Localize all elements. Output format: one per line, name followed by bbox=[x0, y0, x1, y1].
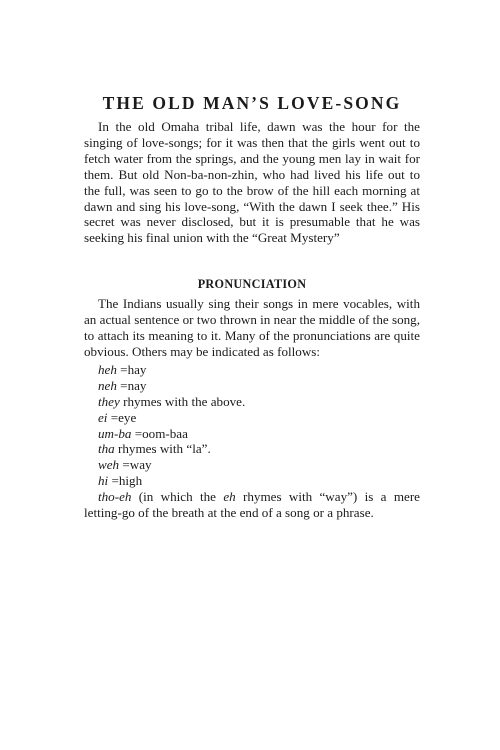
term-description: rhymes with the above. bbox=[119, 393, 246, 409]
page-title: THE OLD MAN’S LOVE-SONG bbox=[102, 93, 402, 113]
term-description: =hay bbox=[116, 361, 147, 377]
list-item bbox=[84, 410, 420, 426]
term-description-end: rhymes with “way”) is a mere letting-go of the breath at the end of a song or a phrase. bbox=[84, 489, 420, 521]
term: um-ba bbox=[98, 425, 132, 441]
term-description: (in which the bbox=[131, 489, 224, 505]
term: heh bbox=[98, 361, 117, 377]
pronunciation-heading: PRONUNCIATION bbox=[197, 277, 307, 292]
list-item bbox=[84, 489, 420, 521]
list-item bbox=[84, 362, 420, 378]
term-description: =way bbox=[119, 457, 152, 473]
term: ei bbox=[98, 409, 108, 425]
page bbox=[84, 92, 420, 521]
term: neh bbox=[98, 377, 117, 393]
term-description: rhymes with “la”. bbox=[114, 441, 211, 457]
list-item bbox=[84, 394, 420, 410]
term: they bbox=[98, 393, 120, 409]
list-item bbox=[84, 378, 420, 394]
list-item bbox=[84, 426, 420, 442]
term: tho-eh bbox=[98, 489, 132, 505]
list-item bbox=[84, 457, 420, 473]
term: weh bbox=[98, 457, 120, 473]
pronunciation-paragraph: The Indians usually sing their songs in mere vocables, with an actual sentence or two thrown in near the middle of the song, to attach its meaning to it. Many of the pronunciations are quite obvious. Others may be indicated as follows: bbox=[84, 296, 420, 359]
list-item bbox=[84, 441, 420, 457]
term-description: =oom-baa bbox=[131, 425, 188, 441]
term-description: =eye bbox=[107, 409, 137, 425]
pronunciation-list bbox=[84, 362, 420, 521]
term: tha bbox=[98, 441, 115, 457]
intro-paragraph: In the old Omaha tribal life, dawn was the hour for the singing of love-songs; for it was then that the girls went out to fetch water from the springs, and the young men lay in wait for them. But old Non-ba-non-zhin, who had lived his life out to the full, was seen to go to the brow of the hill each morning at dawn and sing his love-song, “With the dawn I seek thee.” His secret was never disclosed, but it is presumable that he was seeking his final union with the “Great Mystery” bbox=[84, 119, 420, 246]
inner-term: eh bbox=[223, 489, 236, 505]
term: hi bbox=[98, 473, 109, 489]
list-item bbox=[84, 473, 420, 489]
term-description: =high bbox=[108, 473, 143, 489]
term-description: =nay bbox=[116, 377, 147, 393]
